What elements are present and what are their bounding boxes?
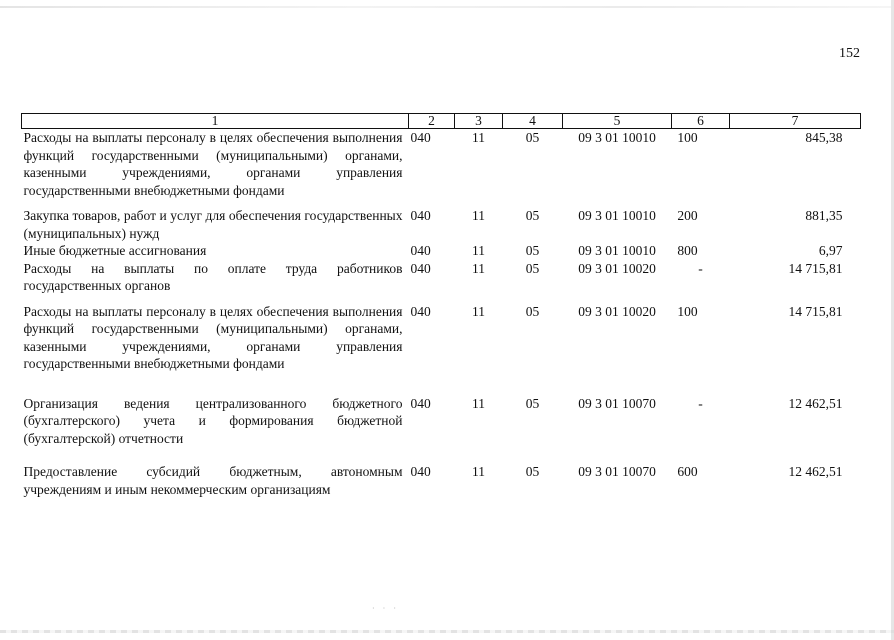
row-col-4: 05 [525,208,540,223]
table-row [22,303,861,395]
row-col-7: 6,97 [818,243,843,258]
row-col-4: 05 [525,395,540,411]
row-col-7: 14 715,81 [788,260,843,276]
row-col-6: 800 [677,243,698,258]
row-col-3: 11 [472,130,485,145]
row-col-2: 040 [410,464,431,479]
row-col-5: 09 3 01 10010 [578,208,656,223]
row-col-5: 09 3 01 10010 [578,243,656,258]
table-row [22,242,861,260]
header-col-2: 2 [409,114,455,129]
row-col-4: 05 [525,464,540,479]
table-row [22,129,861,208]
row-description: Предоставление субсидий бюджетным, автономным учреждениям и иным некоммерческим организациям [23,464,403,497]
row-col-3: 11 [472,208,485,223]
row-col-2: 040 [410,303,431,319]
table-row [22,463,861,498]
table-row [22,260,861,303]
row-col-2: 040 [410,243,431,258]
header-col-4: 4 [503,114,563,129]
row-col-2: 040 [410,260,431,276]
row-col-7: 14 715,81 [788,303,843,319]
row-col-6: 100 [677,130,698,145]
row-description: Иные бюджетные ассигнования [23,243,207,258]
scan-edge-top [0,6,894,8]
row-col-4: 05 [525,130,540,145]
row-col-5: 09 3 01 10020 [578,260,656,276]
table-row [22,207,861,242]
row-col-7: 12 462,51 [788,395,843,411]
row-col-5: 09 3 01 10010 [578,130,656,145]
row-description: Организация ведения централизованного бюджетного (бухгалтерского) учета и формирования бюджетной (бухгалтерской) отчетности [23,395,403,446]
table-row [22,395,861,464]
row-col-3: 11 [472,303,485,319]
row-col-6: - [698,260,703,276]
row-col-4: 05 [525,260,540,276]
row-col-3: 11 [472,260,485,276]
row-col-5: 09 3 01 10020 [578,303,656,319]
row-col-4: 05 [525,303,540,319]
row-col-3: 11 [472,243,485,258]
row-col-4: 05 [525,243,540,258]
header-col-7: 7 [730,114,861,129]
table-header-row [22,114,861,129]
row-col-3: 11 [472,464,485,479]
header-col-1: 1 [22,114,409,129]
row-description: Расходы на выплаты персоналу в целях обеспечения выполнения функций государственными (муниципальными) органами, казенными учреждениями, органами управления государственными внебюджетными фондами [23,130,403,198]
row-col-6: - [698,395,703,411]
header-col-5: 5 [563,114,672,129]
row-col-3: 11 [472,395,485,411]
row-col-2: 040 [410,395,431,411]
row-col-6: 600 [677,464,698,479]
row-description: Расходы на выплаты по оплате труда работников государственных органов [23,260,403,293]
row-col-7: 12 462,51 [788,464,843,479]
row-col-6: 200 [677,208,698,223]
row-col-7: 845,38 [805,130,843,145]
page-number: 152 [839,46,860,61]
row-description: Расходы на выплаты персоналу в целях обеспечения выполнения функций государственными (муниципальными) органами, казенными учреждениями, органами управления государственными внебюджетными фондами [23,303,403,371]
header-col-6: 6 [672,114,730,129]
header-col-3: 3 [455,114,503,129]
row-col-5: 09 3 01 10070 [578,464,656,479]
scan-noise: · · · [372,604,399,613]
budget-table [21,113,861,498]
row-col-6: 100 [677,303,698,319]
row-description: Закупка товаров, работ и услуг для обеспечения государственных (муниципальных) нужд [23,208,403,241]
row-col-2: 040 [410,208,431,223]
row-col-5: 09 3 01 10070 [578,395,656,411]
row-col-2: 040 [410,130,431,145]
scan-edge-bottom [0,630,894,633]
row-col-7: 881,35 [805,208,843,223]
